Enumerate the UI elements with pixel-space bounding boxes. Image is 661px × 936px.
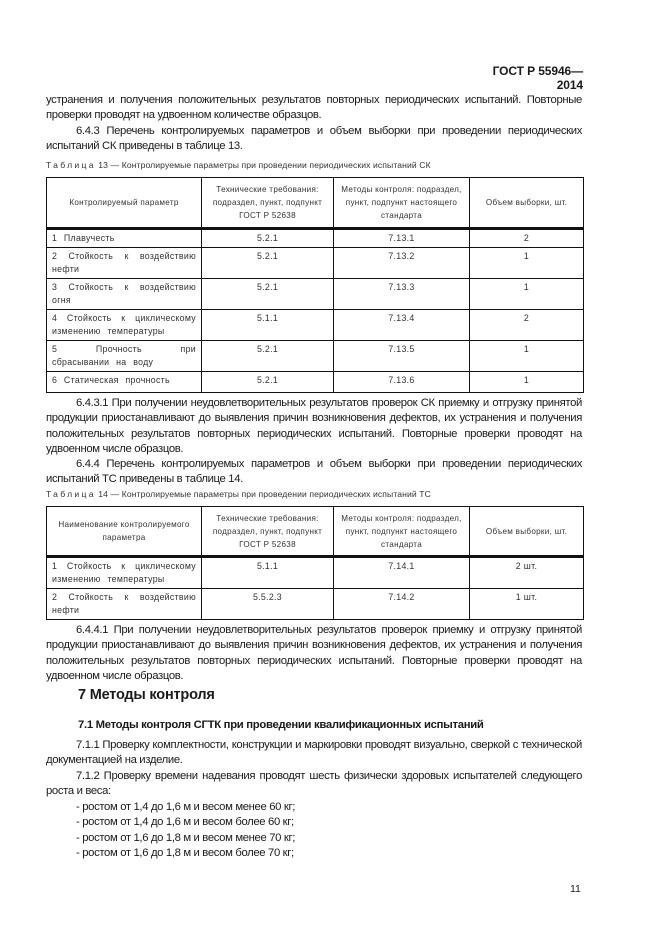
paragraph-7-1-1-text: 7.1.1 Проверку комплектности, конструкции и маркировки проводят визуально, сверкой с технической документацией на изделие. bbox=[46, 739, 582, 767]
table-cell-sample-size: 1 bbox=[470, 341, 584, 372]
paragraph-continuation: устранения и получения положительных результатов повторных периодических испытаний. Повторные проверки проводят на удвоенном количестве образцов. bbox=[46, 94, 582, 122]
table-cell-requirement: 5.1.1 bbox=[202, 557, 334, 589]
table-13-caption bbox=[46, 160, 431, 170]
list-item: - ростом от 1,6 до 1,8 м и весом более 70 кг; bbox=[76, 846, 294, 859]
table-14-header-sample-size: Объем выборки, шт. bbox=[470, 507, 584, 557]
table-cell-parameter: 2 Стойкость к воздействию нефти bbox=[47, 589, 202, 620]
table-row bbox=[47, 557, 584, 589]
table-14-caption-word: Таблица bbox=[46, 489, 96, 499]
paragraph-6-4-4-1-text: 6.4.4.1 При получении неудовлетворительных результатов проверок приемку и отгрузку принятой продукции приостанавливают до выявления причин возникновения дефектов, их устранения и получения положительных результатов повторных периодических испытаний. Повторные проверки проводят на удвоенном числе образцов. bbox=[46, 624, 582, 682]
paragraph-6-4-3-1 bbox=[46, 396, 582, 457]
table-cell-method: 7.14.2 bbox=[334, 589, 470, 620]
table-13-header-methods: Методы контроля: подраздел, пункт, подпункт настоящего стандарта bbox=[334, 178, 470, 229]
table-row bbox=[47, 341, 584, 372]
list-item: - ростом от 1,6 до 1,8 м и весом менее 70 кг; bbox=[76, 831, 296, 844]
paragraph-7-1-2-text: 7.1.2 Проверку времени надевания проводят шесть физически здоровых испытателей следующего роста и веса: bbox=[46, 770, 582, 798]
table-row bbox=[47, 589, 584, 620]
table-cell-sample-size: 1 шт. bbox=[470, 589, 584, 620]
paragraph-6-4-3-1-text: 6.4.3.1 При получении неудовлетворительных результатов проверок СК приемку и отгрузку принятой продукции приостанавливают до выявления причин возникновения дефектов, их устранения и получения положительных результатов повторных периодических испытаний. Повторные проверки проводят на удвоенном числе образцов. bbox=[46, 397, 582, 455]
paragraph-6-4-4 bbox=[46, 457, 582, 488]
table-cell-requirement: 5.2.1 bbox=[202, 229, 334, 248]
table-14-header-methods: Методы контроля: подраздел, пункт, подпункт настоящего стандарта bbox=[334, 507, 470, 557]
table-row bbox=[47, 229, 584, 248]
table-cell-method: 7.13.1 bbox=[334, 229, 470, 248]
table-row bbox=[47, 248, 584, 279]
table-14-header-parameter: Наименование контролируемого параметра bbox=[47, 507, 202, 557]
table-13-caption-text: 13 — Контролируемые параметры при проведении периодических испытаний СК bbox=[98, 160, 431, 170]
table-cell-parameter: 1 Плавучесть bbox=[47, 229, 202, 248]
height-weight-list bbox=[76, 800, 295, 861]
table-cell-method: 7.13.4 bbox=[334, 310, 470, 341]
page-number: 11 bbox=[570, 883, 581, 895]
table-cell-parameter: 1 Стойкость к циклическому изменению температуры bbox=[47, 557, 202, 589]
table-14-header-row bbox=[47, 507, 584, 557]
table-cell-parameter: 2 Стойкость к воздействию нефти bbox=[47, 248, 202, 279]
table-cell-requirement: 5.2.1 bbox=[202, 279, 334, 310]
table-cell-sample-size: 2 шт. bbox=[470, 557, 584, 589]
table-cell-requirement: 5.2.1 bbox=[202, 248, 334, 279]
table-cell-parameter: 4 Стойкость к циклическому изменению температуры bbox=[47, 310, 202, 341]
section-7-heading: 7 Методы контроля bbox=[78, 687, 215, 703]
table-13-header-requirements: Технические требования: подраздел, пункт, подпункт ГОСТ Р 52638 bbox=[202, 178, 334, 229]
table-cell-method: 7.13.3 bbox=[334, 279, 470, 310]
paragraph-6-4-3 bbox=[46, 124, 582, 155]
table-cell-sample-size: 2 bbox=[470, 229, 584, 248]
paragraph-6-4-3-text: 6.4.3 Перечень контролируемых параметров и объем выборки при проведении периодических испытаний СК приведены в таблице 13. bbox=[46, 125, 582, 153]
table-13-caption-word: Таблица bbox=[46, 160, 96, 170]
document-standard-header: ГОСТ Р 55946—2014 bbox=[492, 64, 583, 92]
table-row bbox=[47, 310, 584, 341]
table-cell-sample-size: 1 bbox=[470, 248, 584, 279]
table-cell-requirement: 5.5.2.3 bbox=[202, 589, 334, 620]
table-cell-requirement: 5.2.1 bbox=[202, 372, 334, 393]
table-cell-requirement: 5.1.1 bbox=[202, 310, 334, 341]
table-cell-sample-size: 1 bbox=[470, 279, 584, 310]
table-cell-requirement: 5.2.1 bbox=[202, 341, 334, 372]
table-cell-sample-size: 2 bbox=[470, 310, 584, 341]
table-13-header-sample-size: Объем выборки, шт. bbox=[470, 178, 584, 229]
table-13 bbox=[46, 177, 584, 393]
table-cell-sample-size: 1 bbox=[470, 372, 584, 393]
table-cell-method: 7.14.1 bbox=[334, 557, 470, 589]
table-row bbox=[47, 372, 584, 393]
table-cell-method: 7.13.2 bbox=[334, 248, 470, 279]
table-13-header-parameter: Контролируемый параметр bbox=[47, 178, 202, 229]
table-row bbox=[47, 279, 584, 310]
list-item: - ростом от 1,4 до 1,6 м и весом менее 60 кг; bbox=[76, 801, 296, 813]
table-14-caption-text: 14 — Контролируемые параметры при проведении периодических испытаний ТС bbox=[98, 489, 431, 499]
list-item: - ростом от 1,4 до 1,6 м и весом более 60 кг; bbox=[76, 816, 294, 829]
paragraph-7-1-2 bbox=[46, 769, 582, 800]
table-14-caption bbox=[46, 489, 431, 499]
table-cell-method: 7.13.6 bbox=[334, 372, 470, 393]
table-13-header-row bbox=[47, 178, 584, 229]
table-cell-parameter: 5 Прочность при сбрасывании на воду bbox=[47, 341, 202, 372]
paragraph-6-4-4-1 bbox=[46, 623, 582, 684]
subsection-7-1-heading: 7.1 Методы контроля СГТК при проведении квалификационных испытаний bbox=[78, 719, 484, 731]
table-cell-parameter: 3 Стойкость к воздействию огня bbox=[47, 279, 202, 310]
table-cell-parameter: 6 Статическая прочность bbox=[47, 372, 202, 393]
table-cell-method: 7.13.5 bbox=[334, 341, 470, 372]
paragraph-7-1-1 bbox=[46, 738, 582, 769]
table-14 bbox=[46, 506, 584, 620]
table-14-header-requirements: Технические требования: подраздел, пункт, подпункт ГОСТ Р 52638 bbox=[202, 507, 334, 557]
paragraph-6-4-4-text: 6.4.4 Перечень контролируемых параметров и объем выборки при проведении периодических испытаний ТС приведены в таблице 14. bbox=[46, 458, 582, 486]
